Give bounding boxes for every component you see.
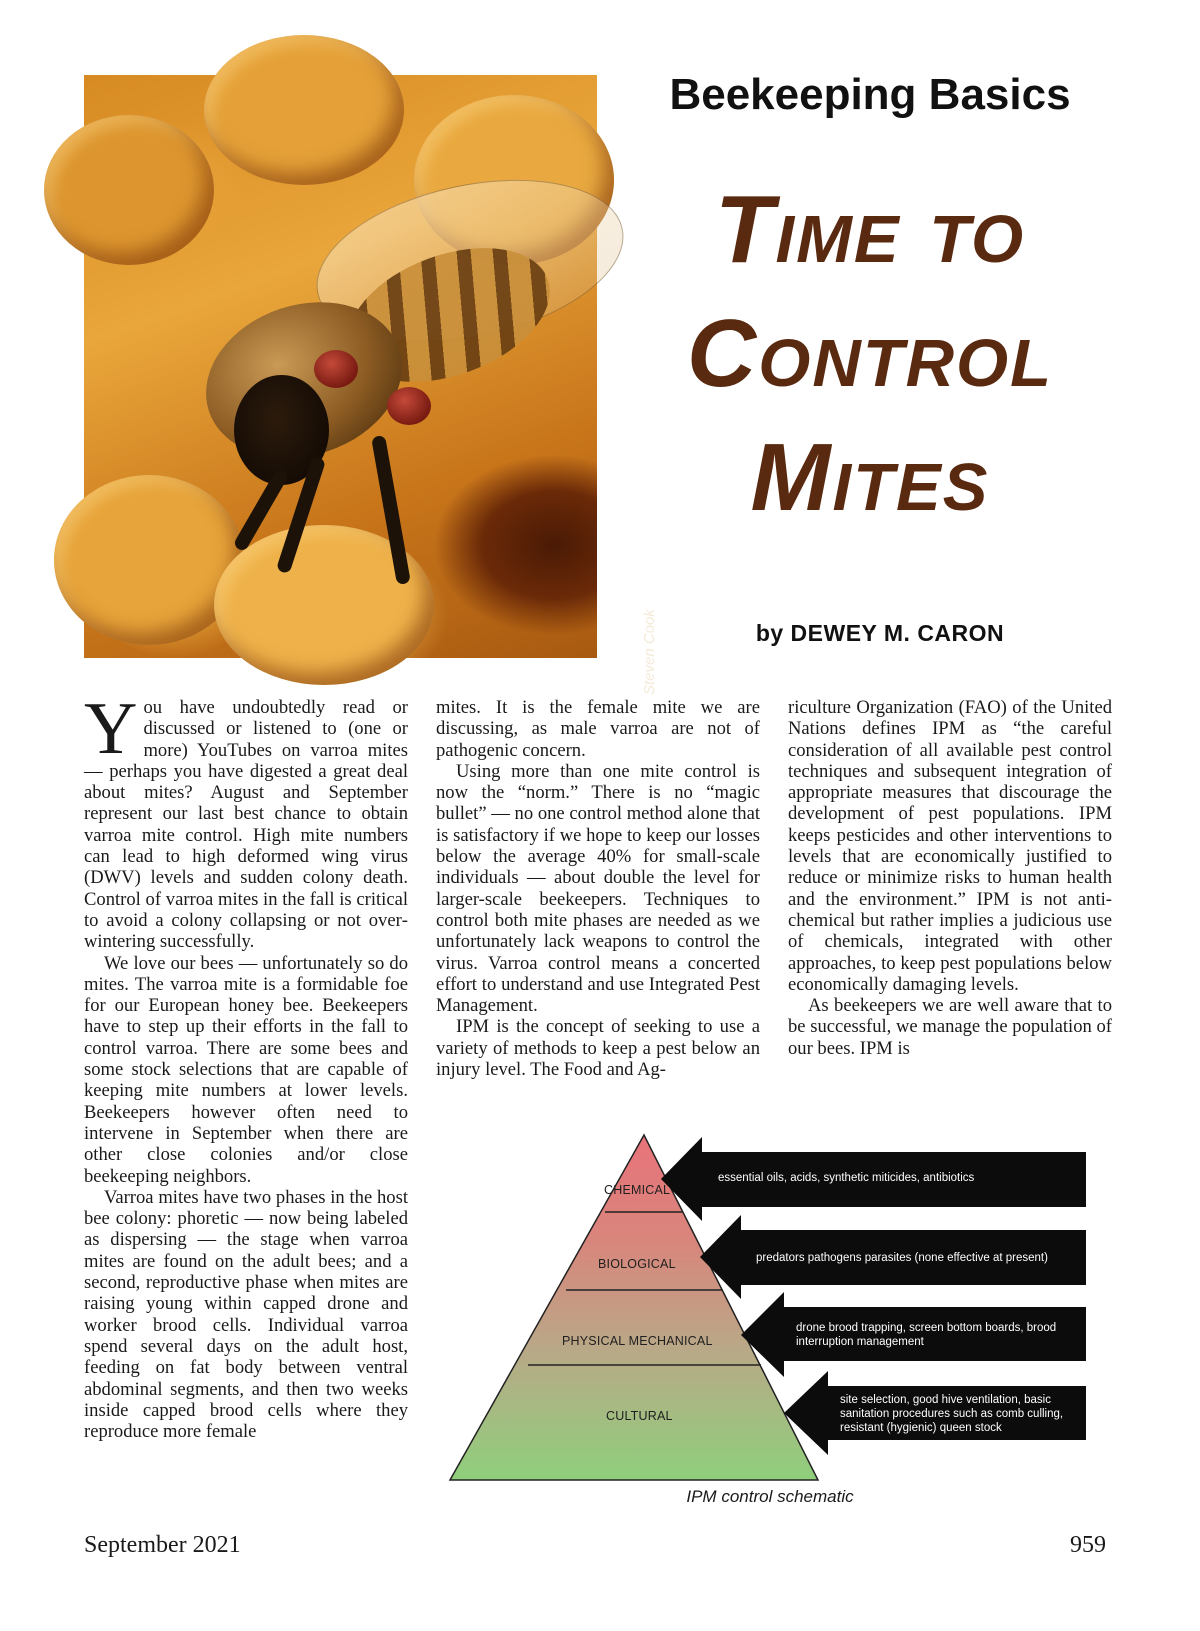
arrow-text-physical-mechanical: drone brood trapping, screen bottom boards, brood interruption management <box>796 1322 1057 1348</box>
photo-credit: Steven Cook <box>641 609 658 695</box>
byline: by DEWEY M. CARON <box>755 620 1005 646</box>
paragraph: Varroa mites have two phases in the host bee colony: phoretic — now being labeled as dispersing — the stage when varroa mites are found on the adult bees; and a second, reproductive phase when mites are raising young within capped drone and worker brood cells. Individual varroa spend several days on the adult host, feeding on fat body between ventral abdominal segments, and then two weeks inside capped brood cells where they reproduce more female <box>84 1186 408 1443</box>
paragraph: We love our bees — unfortunately so do mites. The varroa mite is a formidable foe for our European honey bee. Beekeepers have to step up their efforts in the fall to control varroa. There are some bees and some stock selections that are capable of keeping mite numbers at lower levels. Beekeepers however often need to intervene in September when there are other close colonies and/or close beekeeping neighbors. <box>84 952 408 1187</box>
tier-label-physical-mechanical: PHYSICAL MECHANICAL <box>562 1334 713 1348</box>
hero-photo-bee-with-mites <box>84 75 658 695</box>
tier-label-biological: BIOLOGICAL <box>598 1257 676 1271</box>
title-line-3: Mites <box>750 424 990 531</box>
paragraph: As beekeepers we are well aware that to be successful, we manage the population of our bees. IPM is <box>788 995 1112 1059</box>
body-column-1 <box>84 688 408 1517</box>
tier-label-cultural: CULTURAL <box>606 1409 673 1423</box>
diagram-caption: IPM control schematic <box>686 1487 854 1506</box>
issue-date: September 2021 <box>84 1532 241 1558</box>
arrow-text-cultural: site selection, good hive ventilation, basic sanitation procedures such as comb culling, resistant (hygienic) queen stock <box>840 1394 1064 1434</box>
title-line-1: Time to <box>714 176 1026 283</box>
paragraph: riculture Organization (FAO) of the United Nations defines IPM as “the careful consideration of all available pest control techniques and subsequent integration of appropriate measures that discourage the development of pest populations. IPM keeps pesticides and other interventions to levels that are economically justified to reduce or minimize risks to human health and the environment.” IPM is not anti-chemical but rather implies a judicious use of chemicals, integrated with other approaches, to keep pest populations below economically damaging levels. <box>788 697 1112 995</box>
article-title <box>620 168 1120 540</box>
paragraph: mites. It is the female mite we are discussing, as male varroa are not of pathogenic concern. <box>436 697 760 761</box>
ipm-pyramid-diagram <box>448 1135 1108 1480</box>
page-number: 959 <box>1070 1532 1106 1558</box>
body-column-2 <box>436 697 760 1080</box>
title-line-2: Control <box>686 300 1054 407</box>
tier-label-chemical: CHEMICAL <box>604 1183 671 1197</box>
arrow-text-biological: predators pathogens parasites (none effective at present) <box>756 1252 1048 1264</box>
paragraph <box>84 688 408 953</box>
arrow-text-chemical: essential oils, acids, synthetic miticides, antibiotics <box>718 1172 975 1184</box>
paragraph: IPM is the concept of seeking to use a variety of methods to keep a pest below an injury level. The Food and Ag- <box>436 1016 760 1081</box>
section-kicker: Beekeeping Basics <box>669 70 1071 119</box>
paragraph-text: ou have undoubtedly read or discussed or listened to (one or more) YouTubes on varroa mites — perhaps you have digested a great deal about mites? August and September represent our last best chance to obtain varroa mite control. High mite numbers can lead to high deformed wing virus (DWV) levels and sudden colony death. Control of varroa mites in the fall is critical to avoid a colony collapsing or not overwintering successfully. <box>84 697 408 953</box>
drop-cap: Y <box>84 688 138 770</box>
body-column-3 <box>788 697 1112 1059</box>
paragraph: Using more than one mite control is now the “norm.” There is no “magic bullet” — no one control method alone that is satisfactory if we hope to keep our losses below the average 40% for small-scale individuals — about double the level for larger-scale beekeepers. Techniques to control both mite phases are needed as we unfortunately lack weapons to control the virus. Varroa control means a concerted effort to understand and use Integrated Pest Management. <box>436 760 760 1017</box>
